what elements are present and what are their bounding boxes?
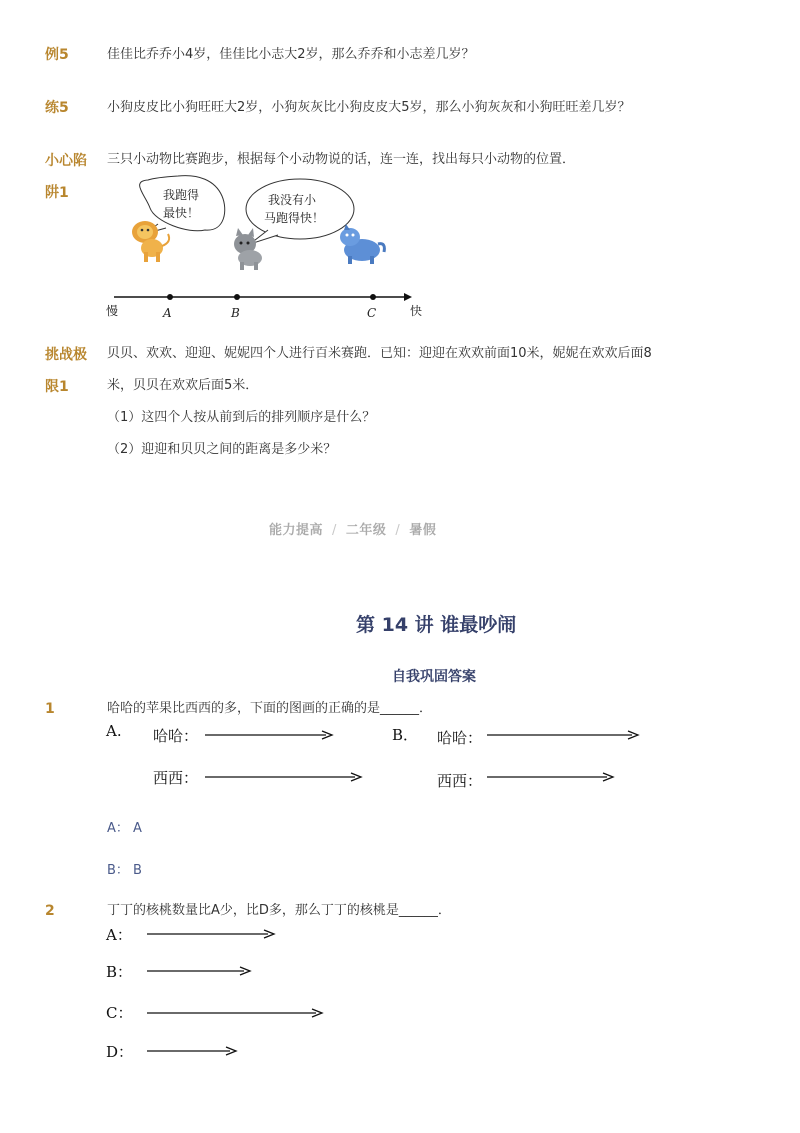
lecture-title: 第 14 讲 谁最吵闹: [356, 614, 517, 636]
q1-option-a-haha-label: 哈哈：: [153, 727, 199, 745]
q2-option-c-label: C：: [106, 1004, 133, 1022]
q1-b-xixi-arrow: [487, 773, 613, 781]
challenge-1-text-line1: 贝贝、欢欢、迎迎、妮妮四个人进行百米赛跑．已知：迎迎在欢欢前面10米，妮妮在欢欢后面8: [107, 346, 652, 361]
bubble-2-line1: 我没有小: [268, 193, 317, 207]
q1-option-b-haha-label: 哈哈：: [437, 729, 483, 747]
trap-1-label-line1: 小心陷: [45, 153, 87, 169]
race-axis: [106, 293, 422, 320]
question-1-text: 哈哈的苹果比西西的多，下面的图画的正确的是______．: [107, 701, 433, 716]
bubble-1-line1: 我跑得: [163, 188, 200, 202]
bubble-1-line2: 最快！: [163, 206, 200, 220]
q1-a-haha-arrow: [205, 731, 332, 739]
q2-option-b-label: B：: [106, 963, 133, 981]
question-2-text: 丁丁的核桃数量比A少，比D多，那么丁丁的核桃是______．: [107, 903, 451, 918]
cat-icon: [234, 228, 262, 270]
question-2-number: 2: [45, 903, 55, 919]
q2-c-arrow: [147, 1009, 322, 1017]
point-c-dot: [370, 294, 376, 300]
q2-a-arrow: [147, 930, 274, 938]
q1-option-a-xixi-label: 西西：: [153, 769, 199, 787]
example-5-text: 佳佳比乔乔小4岁，佳佳比小志大2岁，那么乔乔和小志差几岁？: [107, 47, 475, 62]
question-1-number: 1: [45, 701, 55, 717]
point-a-label: A: [163, 306, 172, 320]
axis-fast-label: 快: [410, 304, 423, 318]
trap-1-label-line2: 阱1: [45, 185, 69, 201]
footer-separator: /: [332, 523, 337, 538]
q1-b-haha-arrow: [487, 731, 638, 739]
challenge-1-text-line2: 米，贝贝在欢欢后面5米．: [107, 378, 259, 393]
q1-answer-option-a: A： A: [107, 821, 142, 836]
axis-slow-label: 慢: [106, 304, 119, 318]
footer-term: 暑假: [409, 523, 437, 538]
q1-a-xixi-arrow: [205, 773, 361, 781]
challenge-1-question-2: （2）迎迎和贝贝之间的距离是多少米？: [107, 442, 337, 457]
footer-course: 能力提高: [269, 523, 324, 538]
trap-1-text: 三只小动物比赛跑步，根据每个小动物说的话，连一连，找出每只小动物的位置．: [107, 152, 576, 167]
point-b-dot: [234, 294, 240, 300]
q2-d-arrow: [147, 1047, 236, 1055]
race-illustration: [100, 172, 440, 322]
practice-5-label: 练5: [45, 100, 69, 116]
q1-option-b-letter: B．: [392, 726, 419, 744]
point-b-label: B: [231, 306, 240, 320]
challenge-1-question-1: （1）这四个人按从前到后的排列顺序是什么？: [107, 410, 376, 425]
speech-bubble-2: [246, 179, 354, 244]
horse-icon: [340, 224, 384, 264]
q2-option-d-label: D：: [106, 1043, 134, 1061]
q2-option-a-label: A：: [106, 926, 132, 944]
q1-arrows: [0, 720, 800, 800]
q1-answer-option-b: B： B: [107, 863, 142, 878]
q1-option-a-letter: A.: [106, 722, 122, 740]
footer-grade: 二年级: [345, 523, 387, 538]
footer-separator: /: [395, 523, 401, 538]
answers-subtitle: 自我巩固答案: [392, 669, 476, 685]
practice-5-text: 小狗皮皮比小狗旺旺大2岁，小狗灰灰比小狗皮皮大5岁，那么小狗灰灰和小狗旺旺差几岁？: [107, 100, 631, 115]
point-a-dot: [167, 294, 173, 300]
challenge-1-label-line2: 限1: [45, 379, 69, 395]
bubble-2-line2: 马跑得快！: [264, 211, 325, 225]
q2-b-arrow: [147, 967, 250, 975]
challenge-1-label-line1: 挑战极: [45, 347, 87, 363]
page-footer: [269, 519, 436, 538]
q1-option-b-xixi-label: 西西：: [437, 772, 483, 790]
point-c-label: C: [367, 306, 377, 320]
q2-arrows: [0, 920, 800, 1070]
example-5-label: 例5: [45, 47, 69, 63]
